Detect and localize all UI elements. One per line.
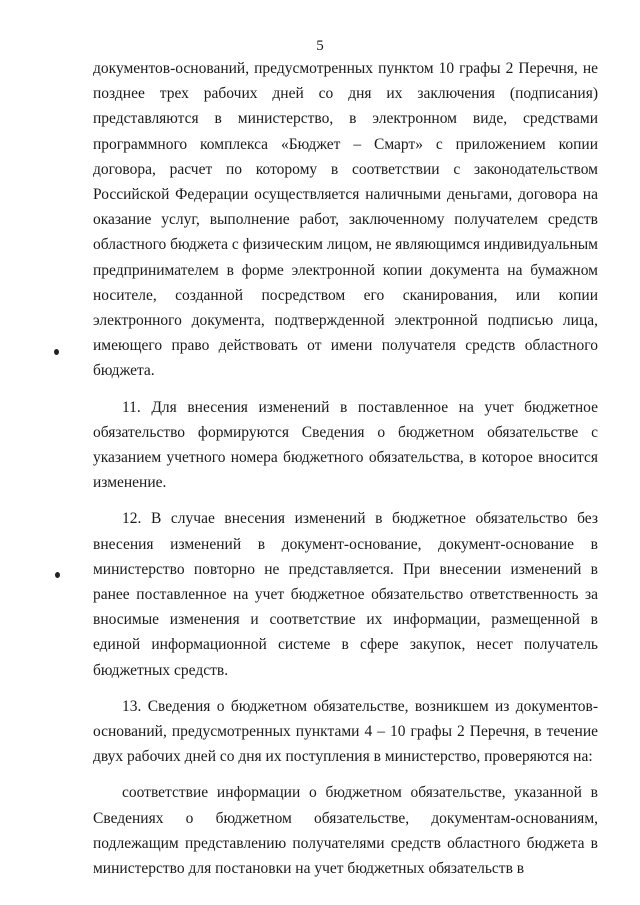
- paragraph-continuation: документов-оснований, предусмотренных пунктом 10 графы 2 Перечня, не позднее трех рабочих дней со дня их заключения (подписания) представляются в министерство, в электронном виде, средствами программного комплекса «Бюджет – Смарт» с приложением копии договора, расчет по которому в соответствии с законодательством Российской Федерации осуществляется наличными деньгами, договора на оказание услуг, выполнение работ, заключенному получателем средств областного бюджета с физическим лицом, не являющимся индивидуальным предпринимателем в форме электронной копии документа на бумажном носителе, созданной посредством его сканирования, или копии электронного документа, подтвержденной электронной подписью лица, имеющего право действовать от имени получателя средств областного бюджета.: [93, 60, 598, 380]
- paragraph-13-item: соответствие информации о бюджетном обязательстве, указанной в Сведениях о бюджетном обязательстве, документам-основаниям, подлежащим представлению получателями средств областного бюджета в министерство для постановки на учет бюджетных обязательств в: [93, 784, 598, 878]
- paragraph-13: 13. Сведения о бюджетном обязательстве, возникшем из документов-оснований, предусмотренных пунктами 4 – 10 графы 2 Перечня, в течение двух рабочих дней со дня их поступления в министерство, проверяются на:: [93, 697, 598, 766]
- scan-mark: [54, 349, 59, 355]
- page-number: 5: [316, 38, 324, 54]
- paragraph-11: 11. Для внесения изменений в поставленное на учет бюджетное обязательство формируются Сведения о бюджетном обязательстве с указанием учетного номера бюджетного обязательства, в которое вносится изменение.: [93, 398, 598, 492]
- paragraph-12: 12. В случае внесения изменений в бюджетное обязательство без внесения изменений в документ-основание, документ-основание в министерство повторно не представляется. При внесении изменений в ранее поставленное на учет бюджетное обязательство ответственность за вносимые изменения и соответствие их информации, размещенной в единой информационной системе в сфере закупок, несет получатель бюджетных средств.: [93, 510, 598, 679]
- document-body: [93, 56, 598, 881]
- scan-mark: [55, 572, 60, 578]
